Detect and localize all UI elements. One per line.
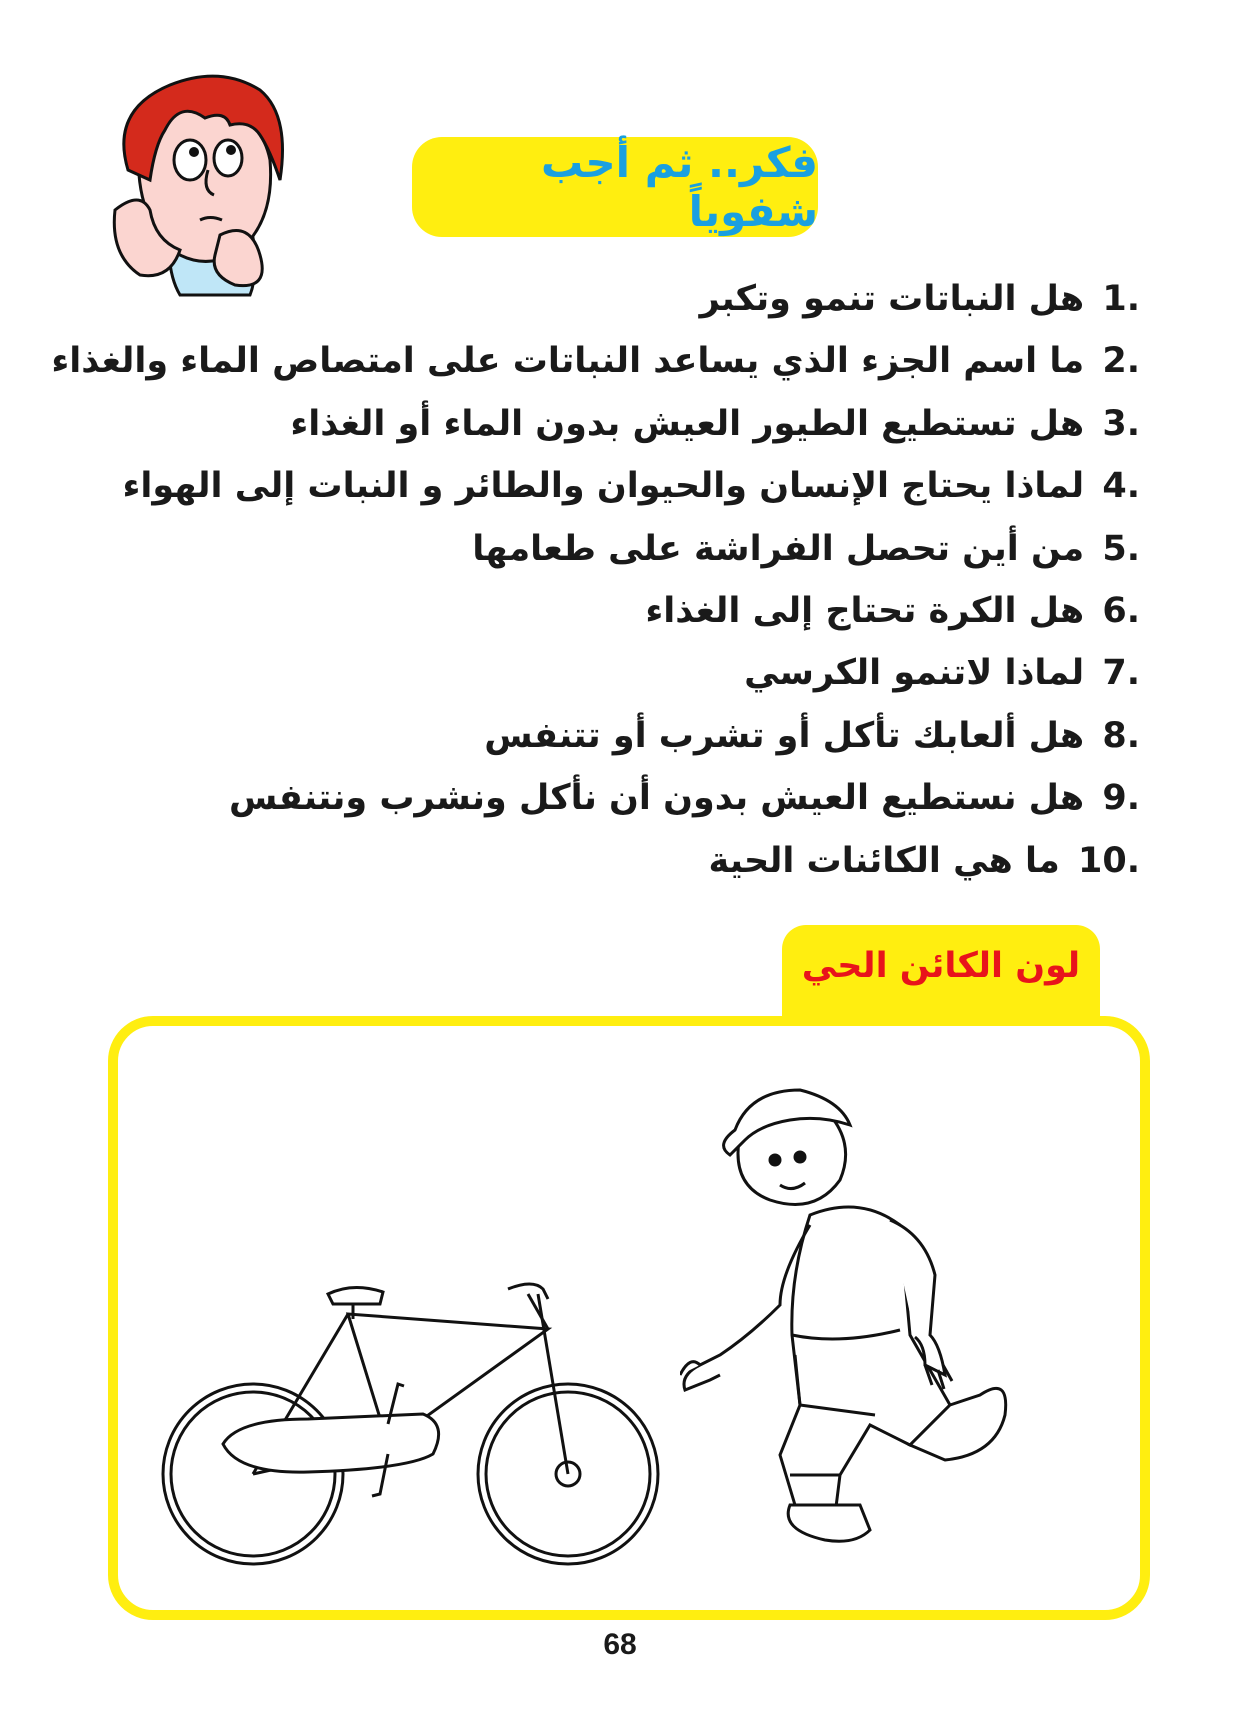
question-item — [80, 268, 1140, 330]
question-item — [80, 705, 1140, 767]
question-number: 9. — [1102, 778, 1140, 819]
question-number: 6. — [1102, 590, 1140, 631]
page-number: 68 — [603, 1628, 637, 1661]
question-text: هل تستطيع الطيور العيش بدون الماء أو الغذاء — [290, 403, 1085, 444]
question-item — [80, 642, 1140, 704]
page-title: فكر.. ثم أجب شفوياً — [540, 138, 818, 236]
question-item — [80, 767, 1140, 829]
question-text: هل ألعابك تأكل أو تشرب أو تتنفس — [484, 715, 1085, 756]
activity-tab — [782, 925, 1100, 1025]
question-text: ما هي الكائنات الحية — [708, 840, 1060, 881]
question-text: لماذا لاتنمو الكرسي — [744, 653, 1085, 694]
question-number: 8. — [1102, 715, 1140, 756]
question-text: ما اسم الجزء الذي يساعد النباتات على امتصاص الماء والغذاء — [51, 341, 1085, 382]
question-number: 1. — [1102, 279, 1140, 319]
question-item — [80, 830, 1140, 892]
question-number: 3. — [1102, 403, 1140, 444]
question-number: 2. — [1102, 341, 1140, 382]
question-item — [51, 330, 1140, 392]
activity-title: لون الكائن الحي — [801, 946, 1081, 986]
question-number: 7. — [1102, 653, 1140, 694]
question-number: 10. — [1077, 840, 1140, 881]
question-item — [80, 518, 1140, 580]
bicycle-illustration — [148, 1274, 668, 1574]
question-text: هل الكرة تحتاج إلى الغذاء — [645, 590, 1085, 631]
running-boy-illustration — [680, 1075, 1060, 1545]
question-number: 5. — [1102, 528, 1140, 569]
title-banner — [412, 137, 818, 237]
questions-list — [51, 268, 1140, 892]
question-text: لماذا يحتاج الإنسان والحيوان والطائر و النبات إلى الهواء — [122, 466, 1085, 507]
thinking-boy-illustration — [110, 70, 295, 300]
question-item — [80, 393, 1140, 455]
question-text: من أين تحصل الفراشة على طعامها — [472, 528, 1085, 569]
question-text: هل نستطيع العيش بدون أن نأكل ونشرب ونتنفس — [229, 778, 1085, 819]
question-text: هل النباتات تنمو وتكبر — [699, 279, 1085, 319]
question-number: 4. — [1102, 466, 1140, 507]
question-item — [80, 580, 1140, 642]
question-item — [80, 455, 1140, 517]
